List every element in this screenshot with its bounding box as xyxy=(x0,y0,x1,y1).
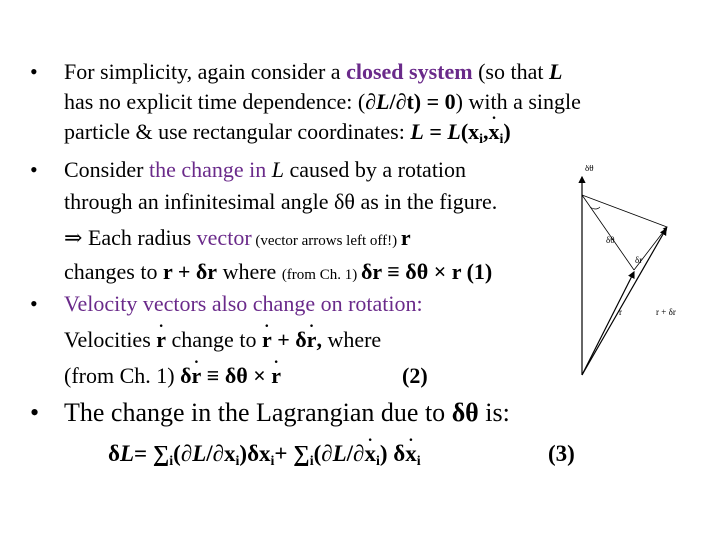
bullet3-line2: Velocities r · change to r · + δr ·, where xyxy=(64,327,381,353)
lagrangian-change-equation: $\delta L= \sum_i(\partial L/\partial x_i)\delta x_i+ \sum_i(\partial L/\partial x \cdot_i)$ $\delta x \cdot_i$ xyxy=(108,441,421,467)
radius-line-to-r xyxy=(582,195,634,270)
rotation-figure xyxy=(572,165,692,385)
equation-number-3: (3) xyxy=(548,441,575,466)
r-plus-dr-vector xyxy=(582,229,666,375)
r-vector xyxy=(582,272,634,375)
bullet1-line3: particle & use rectangular coordinates: $L = L(x_i,x \cdot_i)$ xyxy=(64,119,511,145)
bullet2-line4: changes to r + δr where (from Ch. 1) δr ≡ δθ × r (1) xyxy=(64,259,493,284)
bullet1-line1: For simplicity, again consider a closed system (so that L xyxy=(64,59,563,84)
equation-number-2: (2) xyxy=(402,363,428,388)
label-r-plus-dr: r + δr xyxy=(656,307,676,317)
bullet-dot: • xyxy=(30,157,38,182)
closed-system-term: closed system xyxy=(346,59,473,84)
bullet3-line1: Velocity vectors also change on rotation: xyxy=(64,291,423,316)
label-dtheta-top: δθ xyxy=(585,165,594,173)
bullet-dot: • xyxy=(30,291,38,316)
label-dr: δr xyxy=(635,255,643,265)
label-dtheta-angle: δθ xyxy=(606,235,615,245)
bullet2-line2: through an infinitesimal angle δθ as in the figure. xyxy=(64,189,498,214)
bullet-dot: • xyxy=(30,398,40,427)
label-r: r xyxy=(619,307,622,317)
bullet1-line2: has no explicit time dependence: (∂L/∂t) = 0) with a single xyxy=(64,89,581,114)
bullet3-line3: (from Ch. 1) δr · ≡ δθ × r · xyxy=(64,363,281,389)
bullet-dot: • xyxy=(30,59,38,84)
bullet4-line1: The change in the Lagrangian due to δθ is: xyxy=(64,398,510,427)
bullet2-line1: Consider the change in L caused by a rotation xyxy=(64,157,467,182)
radius-line-to-r-plus xyxy=(582,195,667,227)
bullet2-line3: ⇒ Each radius vector (vector arrows left off!) r xyxy=(64,225,411,250)
